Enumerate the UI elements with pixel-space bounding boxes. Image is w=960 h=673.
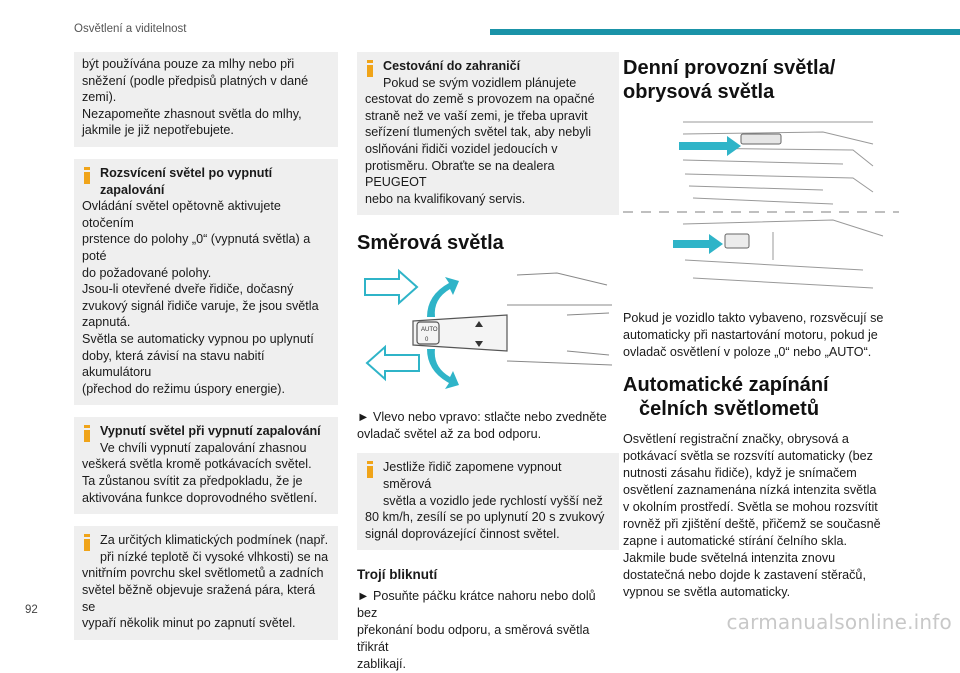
text-line: Za určitých klimatických podmínek (např. [100, 533, 329, 548]
text-line: rovněž při zjištění deště, přičemž se současně [623, 517, 881, 531]
text-line: zvukový signál řidiče varuje, že jsou světla [82, 298, 319, 313]
box-title: Vypnutí světel při vypnutí zapalování [100, 424, 321, 439]
text-line: v okolním prostředí. Světla se mohou rozsvítit [623, 500, 878, 514]
text-line: ovladač osvětlení v poloze „0“ nebo „AUTO“. [623, 345, 872, 359]
text-line: 80 km/h, zesílí se po uplynutí 20 s zvukový [365, 510, 605, 525]
watermark: carmanualsonline.info [726, 610, 952, 634]
text-line: osvětlení zaznamenána nízká intenzita světla [623, 483, 877, 497]
text-line: potkávací světla se rozsvítí automaticky (bez [623, 449, 873, 463]
bullet-marker: ► [357, 589, 370, 604]
text-line: Ovládání světel opětovně aktivujete otočením [82, 199, 281, 230]
info-icon [365, 60, 374, 77]
text-line: zapnutá. [82, 315, 131, 330]
paragraph-daytime-lights [623, 310, 899, 361]
arrow-right-icon [365, 271, 417, 303]
curved-arrow-down-icon [427, 349, 459, 389]
light-stalk [413, 315, 507, 351]
column-2 [357, 52, 619, 673]
instruction-bullet [357, 409, 619, 443]
instruction-bullet [357, 588, 619, 673]
text-line: Ve chvíli vypnutí zapalování zhasnou [100, 440, 307, 455]
text-line: Ta zůstanou svítit za předpokladu, že je [82, 474, 303, 489]
text-line: straně než ve vaší zemi, je třeba upravit [365, 108, 588, 123]
box-title: Rozsvícení světel po vypnutí [100, 165, 273, 180]
text-line: protisměru. Obraťte se na dealera PEUGEOT [365, 158, 555, 190]
info-box-condensation [74, 526, 338, 640]
text-line: signál doprovázející činnost světel. [365, 526, 560, 541]
text-line: zemi). [82, 90, 117, 105]
text-line: seřízení tlumených světel tak, aby nebyli [365, 125, 592, 140]
text-line: překonání bodu odporu, a směrová světla třikrát [357, 623, 590, 655]
info-box-lights-after-ignition [74, 159, 338, 405]
text-line: vypnou se světla automaticky. [623, 585, 791, 599]
text-line: vnitřním povrchu skel světlometů a zadních [82, 566, 324, 581]
column-3 [623, 52, 899, 601]
bullet-marker: ► [357, 410, 370, 425]
text-line: Osvětlení registrační značky, obrysová a [623, 432, 849, 446]
daytime-lights-figure [623, 120, 899, 300]
pointer-arrow-icon [673, 234, 723, 254]
paragraph-automatic-headlamps [623, 431, 899, 601]
box-title: zapalování [100, 182, 165, 197]
text-line: Jakmile bude světelná intenzita znovu [623, 551, 836, 565]
text-line: Pokud je vozidlo takto vybaveno, rozsvěcují se [623, 311, 884, 325]
running-header: Osvětlení a viditelnost [74, 23, 187, 35]
header-accent-bar [490, 29, 960, 35]
text-line: ovladač světel až za bod odporu. [357, 427, 542, 442]
info-icon [82, 534, 91, 551]
stalk-label-zero: 0 [425, 337, 429, 344]
light-switch-panel [725, 234, 749, 248]
info-box-abroad [357, 52, 619, 215]
info-box-lights-off [74, 417, 338, 514]
text-line: Jestliže řidič zapomene vypnout směrová [383, 460, 562, 491]
text-line: automaticky při nastartování motoru, pokud je [623, 328, 878, 342]
text-line: Jsou-li otevřené dveře řidiče, dočasný [82, 282, 294, 297]
text-line: sněžení (podle předpisů platných v dané [82, 73, 309, 88]
text-line: při nízké teplotě či vysoké vlhkosti) se na [100, 549, 329, 564]
page-number: 92 [25, 604, 38, 616]
info-box-forgotten-indicator [357, 453, 619, 550]
text-line: Světla se automaticky vypnou po uplynutí [82, 331, 314, 346]
info-icon [365, 461, 374, 478]
box-title: Cestování do zahraničí [383, 59, 521, 73]
stalk-label-auto: AUTO [421, 327, 438, 334]
daytime-light-strip [741, 134, 781, 144]
text-line: Pokud se svým vozidlem plánujete [383, 75, 577, 90]
text-line: zablikají. [357, 657, 406, 672]
text-line: vypaří několik minut po zapnutí světel. [82, 616, 296, 631]
section-heading-turn-signals: Směrová světla [357, 232, 504, 255]
section-heading-daytime-lights: Denní provozní světla/ obrysová světla [623, 57, 836, 103]
text-line: cestovat do země s provozem na opačné [365, 92, 595, 107]
text-line: Nezapomeňte zhasnout světla do mlhy, [82, 106, 302, 121]
text-line: veškerá světla kromě potkávacích světel. [82, 457, 312, 472]
text-line: (přechod do režimu úspory energie). [82, 381, 286, 396]
arrow-left-icon [367, 347, 419, 379]
text-line: do požadované polohy. [82, 265, 212, 280]
text-line: prstence do polohy „0“ (vypnutá světla) a poté [82, 232, 311, 263]
text-line: Posuňte páčku krátce nahoru nebo dolů bez [357, 589, 596, 621]
text-line: nebo na kvalifikovaný servis. [365, 191, 526, 206]
pointer-arrow-icon [679, 136, 741, 156]
text-line: jakmile je již nepotřebujete. [82, 123, 234, 138]
turn-signal-stalk-figure [357, 265, 619, 395]
subheading-triple-flash: Trojí bliknutí [357, 567, 438, 583]
text-line: světel běžně objevuje sražená pára, která se [82, 583, 316, 614]
note-box-fog-lights [74, 52, 338, 147]
text-line: zapne i automatické stírání čelního skla. [623, 534, 848, 548]
text-line: oslňováni řidiči vozidel jedoucích v [365, 141, 558, 156]
text-line: doby, která závisí na stavu nabití akumulátoru [82, 348, 265, 380]
info-icon [82, 425, 91, 442]
section-heading-automatic-headlamps: Automatické zapínání čelních světlometů [623, 374, 829, 420]
text-line: být používána pouze za mlhy nebo při [82, 57, 295, 71]
column-1 [74, 52, 338, 652]
text-line: dostatečná nebo dojde k zastavení stěračů, [623, 568, 866, 582]
text-line: aktivována funkce doprovodného světlení. [82, 490, 318, 505]
curved-arrow-up-icon [427, 277, 459, 317]
text-line: nutnosti zásahu řidiče), když je snímačem [623, 466, 857, 480]
info-icon [82, 167, 91, 184]
text-line: Vlevo nebo vpravo: stlačte nebo zvedněte [372, 410, 607, 425]
text-line: světla a vozidlo jede rychlostí vyšší než [383, 493, 603, 508]
